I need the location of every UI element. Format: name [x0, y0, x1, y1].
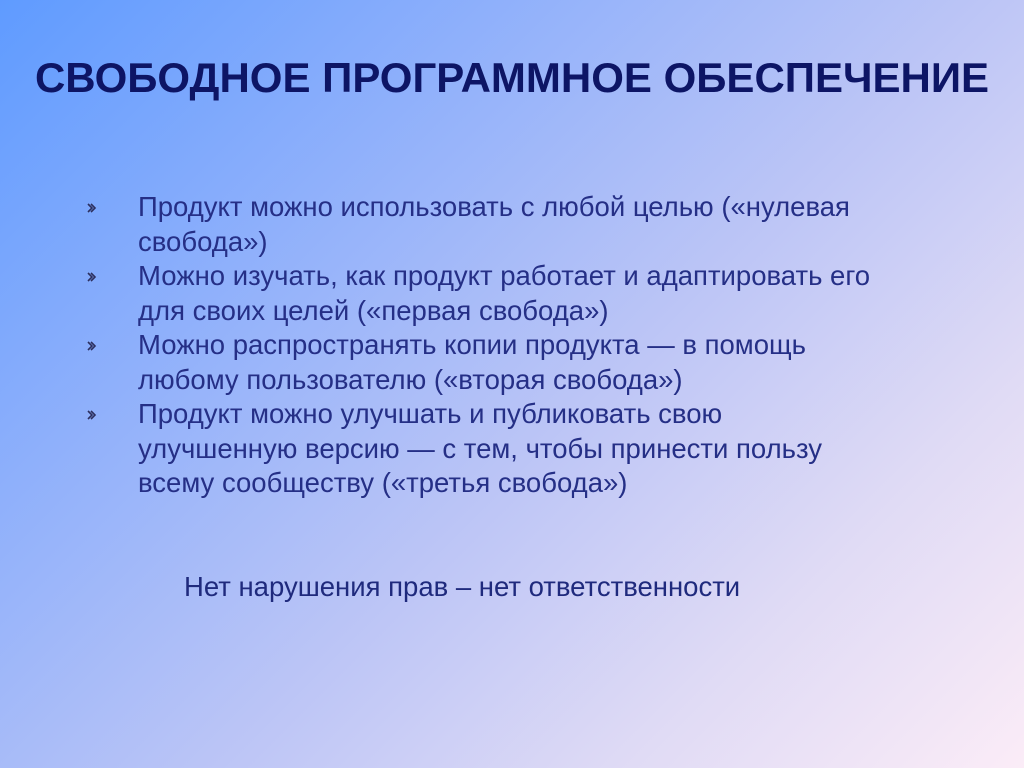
bullet-list [86, 190, 886, 501]
bullet-item [86, 397, 886, 501]
chevron-double-right-icon [86, 271, 98, 283]
bullet-text: Можно распространять копии продукта — в помощь любому пользователю («вторая свобода») [138, 329, 806, 395]
bullet-text: Продукт можно использовать с любой целью («нулевая свобода») [138, 191, 850, 257]
bullet-text: Можно изучать, как продукт работает и адаптировать его для своих целей («первая свобода») [138, 260, 871, 326]
chevron-double-right-icon [86, 340, 98, 352]
bullet-item [86, 328, 886, 397]
chevron-double-right-icon [86, 202, 98, 214]
bullet-text: Продукт можно улучшать и публиковать свою улучшенную версию — с тем, чтобы принести пользу всему сообществу («третья свобода») [138, 398, 823, 498]
chevron-double-right-icon [86, 409, 98, 421]
slide-title: СВОБОДНОЕ ПРОГРАММНОЕ ОБЕСПЕЧЕНИЕ [34, 54, 990, 101]
bullet-item [86, 259, 886, 328]
bullet-item [86, 190, 886, 259]
summary-note: Нет нарушения прав – нет ответственности [184, 571, 741, 602]
